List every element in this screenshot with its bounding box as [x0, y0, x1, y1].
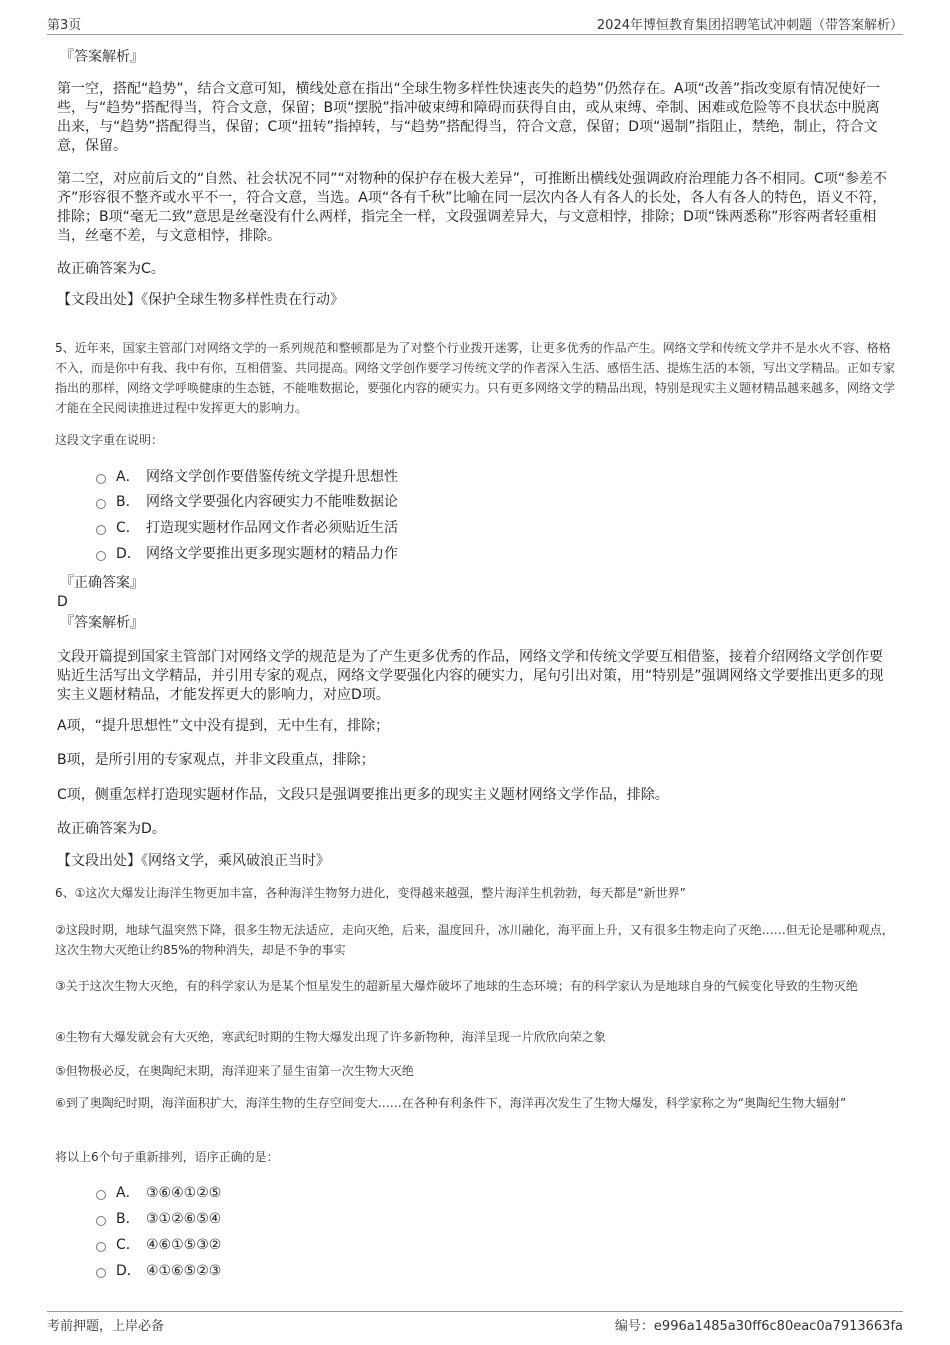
radio-icon[interactable] — [96, 1268, 106, 1278]
option-text: ④⑥①⑤③② — [146, 1237, 222, 1253]
q5-note-a: A项，“提升思想性”文中没有提到，无中生有，排除； — [57, 718, 390, 734]
radio-icon[interactable] — [96, 474, 106, 484]
q5-option-d[interactable] — [96, 544, 398, 564]
q5-option-a[interactable] — [96, 467, 398, 487]
q5-note-c: C项，侧重怎样打造现实题材作品，文段只是强调要推出更多的现实主义题材网络文学作品，排除。 — [57, 787, 669, 803]
option-letter: B． — [116, 494, 140, 510]
radio-icon[interactable] — [96, 1216, 106, 1226]
q5-question: 这段文字重在说明： — [55, 433, 164, 447]
option-letter: C． — [116, 520, 140, 536]
q5-answer: D — [57, 594, 68, 610]
radio-icon[interactable] — [96, 1190, 106, 1200]
option-text: 网络文学要推出更多现实题材的精品力作 — [146, 546, 398, 562]
page-number: 第3页 — [47, 18, 82, 33]
q6-question: 将以上6个句子重新排列，语序正确的是： — [55, 1150, 279, 1164]
document-title: 2024年博恒教育集团招聘笔试冲刺题（带答案解析） — [596, 18, 903, 33]
option-letter: D． — [116, 546, 141, 562]
q6-sentence-6: ⑥到了奥陶纪时期，海洋面积扩大，海洋生物的生存空间变大……在各种有利条件下，海洋再次发生了生物大爆发，科学家称之为“奥陶纪生物大辐射” — [55, 1096, 847, 1110]
q6-option-b[interactable] — [96, 1209, 221, 1229]
q4-analysis-label: 『答案解析』 — [60, 49, 144, 65]
radio-icon[interactable] — [96, 551, 106, 561]
q5-option-b[interactable] — [96, 492, 398, 512]
q5-conclusion: 故正确答案为D。 — [57, 821, 166, 837]
radio-icon[interactable] — [96, 525, 106, 535]
option-text: ③①②⑥⑤④ — [146, 1211, 222, 1227]
q5-stem: 5、近年来，国家主管部门对网络文学的一系列规范和整顿都是为了对整个行业拨开迷雾，让更多优秀的作品产生。网络文学和传统文学并不是水火不容、格格不入，而是你中有我、我中有你，互相借鉴、共同提高。网络文学创作要学习传统文学的作者深入生活、感悟生活、提炼生活的本领，写出文学精品。正如专家指出的那样，网络文学呼唤健康的生态链，不能唯数据论，要强化内容的硬实力。只有更多网络文学的精品出现，特别是现实主义题材精品越来越多，网络文学才能在全民阅读推进过程中发挥更大的影响力。 — [55, 341, 896, 415]
q5-answer-label: 『正确答案』 — [60, 575, 144, 591]
option-letter: D． — [116, 1263, 141, 1279]
q5-option-c[interactable] — [96, 518, 398, 538]
q6-sentence-1: 6、①这次大爆发让海洋生物更加丰富，各种海洋生物努力进化，变得越来越强，整片海洋生机勃勃，每天都是“新世界” — [55, 886, 686, 900]
option-text: 网络文学要强化内容硬实力不能唯数据论 — [146, 494, 398, 510]
q6-option-c[interactable] — [96, 1235, 221, 1255]
q4-analysis-para1: 第一空，搭配“趋势”，结合文意可知，横线处意在指出“全球生物多样性快速丧失的趋势”仍然存在。A项“改善”指改变原有情况使好一些，与“趋势”搭配得当，符合文意，保留；B项“摆脱”指冲破束缚和障碍而获得自由，或从束缚、牵制、困难或危险等不良状态中脱离出来，与“趋势”搭配得当，保留；C项“扭转”指掉转，与“趋势”搭配得当，符合文意，保留；D项“遏制”指阻止，禁绝，制止，符合文意，保留。 — [57, 81, 881, 154]
page-header — [47, 12, 903, 35]
q5-analysis: 文段开篇提到国家主管部门对网络文学的规范是为了产生更多优秀的作品，网络文学和传统文学要互相借鉴，接着介绍网络文学创作要贴近生活写出文学精品，并引用专家的观点，网络文学要强化内容的硬实力，尾句引出对策，用“特别是”强调网络文学要推出更多的现实主义题材精品，才能发挥更大的影响力，对应D项。 — [57, 649, 884, 703]
footer-slogan: 考前押题，上岸必备 — [47, 1319, 165, 1334]
document-code: 编号：e996a1485a30ff6c80eac0a7913663fa — [614, 1319, 903, 1334]
option-text: 网络文学创作要借鉴传统文学提升思想性 — [146, 469, 398, 485]
page-footer — [47, 1311, 903, 1334]
q5-note-b: B项，是所引用的专家观点，并非文段重点，排除； — [57, 752, 375, 768]
q6-sentence-3: ③关于这次生物大灭绝，有的科学家认为是某个恒星发生的超新星大爆炸破坏了地球的生态环境；有的科学家认为是地球自身的气候变化导致的生物灭绝 — [55, 979, 858, 993]
q4-analysis-para2: 第二空，对应前后文的“自然、社会状况不同”“对物种的保护存在极大差异”，可推断出横线处强调政府治理能力各不相同。C项“参差不齐”形容很不整齐或水平不一，符合文意，当选。A项“各有千秋”比喻在同一层次内各人有各人的长处，各人有各人的特色，语义不符，排除；B项“毫无二致”意思是丝毫没有什么两样，指完全一样，文段强调差异大，与文意相悖，排除；D项“铢两悉称”形容两者轻重相当，丝毫不差，与文意相悖，排除。 — [57, 171, 888, 244]
q6-sentence-5: ⑤但物极必反，在奥陶纪末期，海洋迎来了显生宙第一次生物大灭绝 — [55, 1064, 414, 1078]
q6-sentence-4: ④生物有大爆发就会有大灭绝，寒武纪时期的生物大爆发出现了许多新物种，海洋呈现一片欣欣向荣之象 — [55, 1030, 606, 1044]
option-text: 打造现实题材作品网文作者必须贴近生活 — [146, 520, 398, 536]
q6-option-d[interactable] — [96, 1261, 221, 1281]
radio-icon[interactable] — [96, 1242, 106, 1252]
q4-source: 【文段出处】《保护全球生物多样性贵在行动》 — [57, 292, 344, 308]
option-letter: A． — [116, 1185, 140, 1201]
radio-icon[interactable] — [96, 499, 106, 509]
option-letter: A． — [116, 469, 140, 485]
q5-source: 【文段出处】《网络文学，乘风破浪正当时》 — [57, 853, 330, 869]
option-text: ④①⑥⑤②③ — [146, 1263, 222, 1279]
option-letter: C． — [116, 1237, 140, 1253]
q4-conclusion: 故正确答案为C。 — [57, 261, 165, 277]
option-letter: B． — [116, 1211, 140, 1227]
q6-sentence-2: ②这段时期，地球气温突然下降，很多生物无法适应，走向灭绝，后来，温度回升，冰川融化，海平面上升，又有很多生物走向了灭绝……但无论是哪种观点，这次生物大灭绝让约85%的物种消失，却是不争的事实 — [55, 923, 894, 957]
q6-option-a[interactable] — [96, 1183, 221, 1203]
option-text: ③⑥④①②⑤ — [146, 1185, 222, 1201]
q5-analysis-label: 『答案解析』 — [60, 615, 144, 631]
